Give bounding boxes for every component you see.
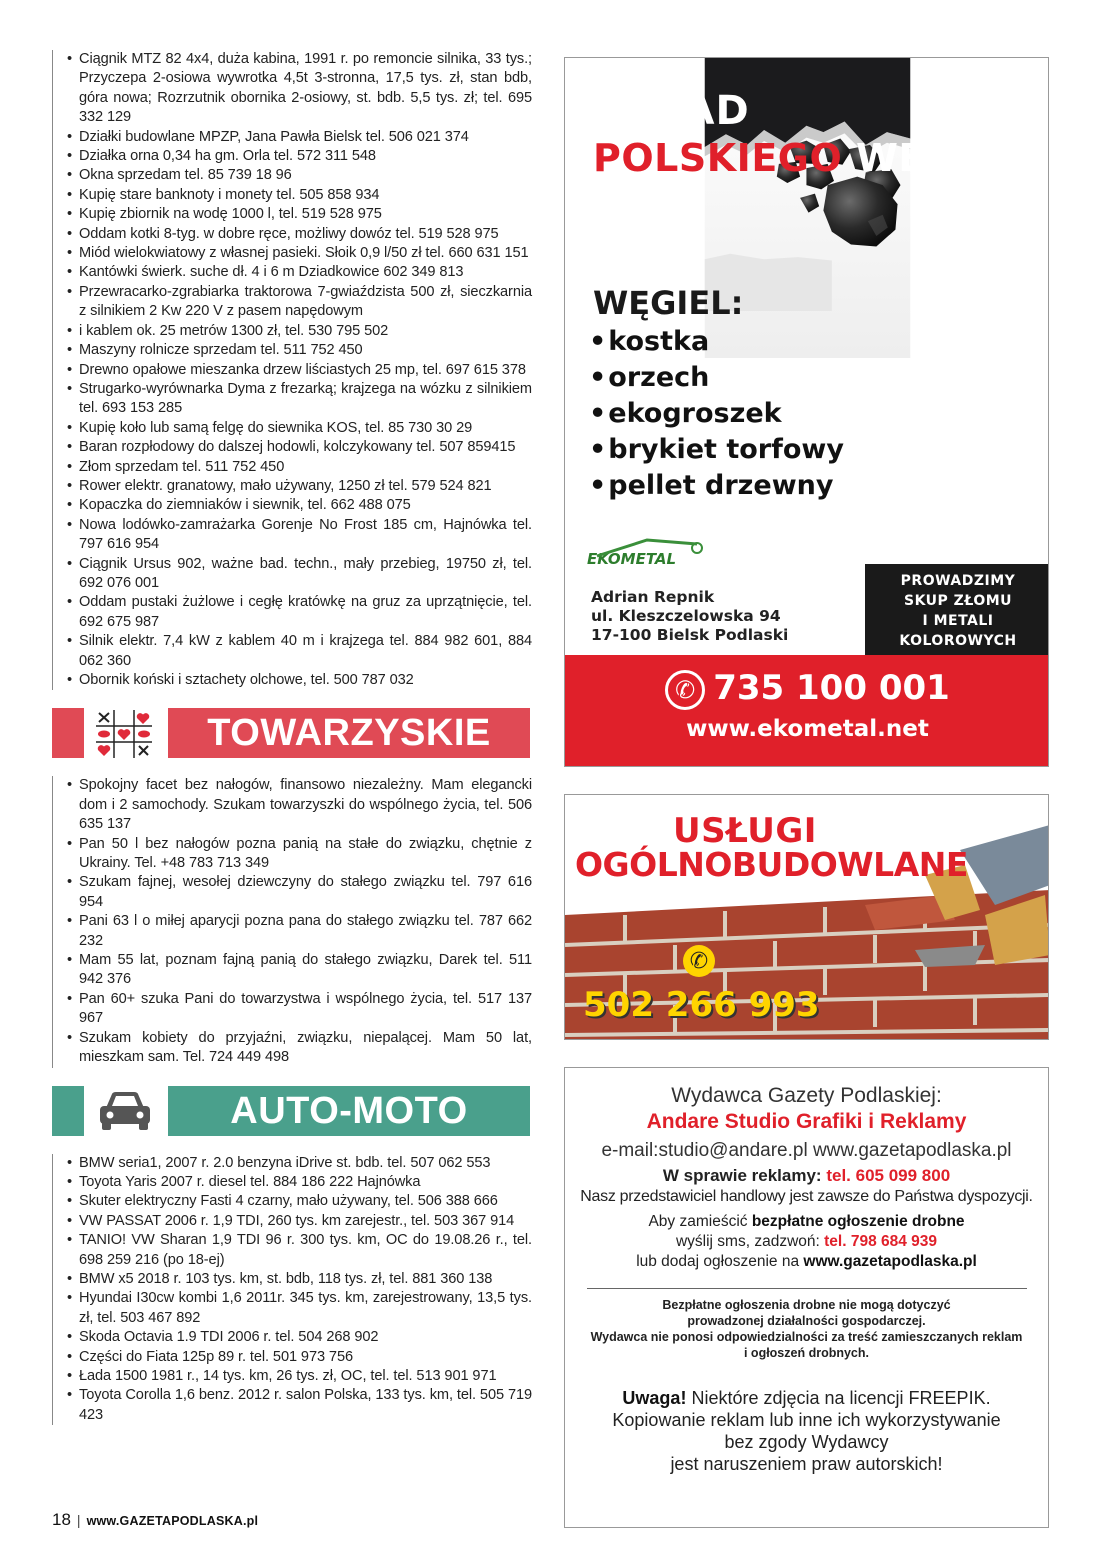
classified-ad: • Silnik elektr. 7,4 kW z kablem 40 m i krajzega tel. 884 982 601, 884 062 360 xyxy=(67,632,532,671)
classified-ad: • TANIO! VW Sharan 1,9 TDI 96 r. 300 tys. km, OC do 19.08.26 r., tel. 698 259 216 (po 18-ej) xyxy=(67,1231,532,1270)
address-line: Adrian Repnik xyxy=(591,588,715,606)
classified-ad: • BMW x5 2018 r. 103 tys. km, st. bdb, 118 tys. zł, tel. 881 360 138 xyxy=(67,1270,532,1289)
note-line: Kopiowanie reklam lub inne ich wykorzystywanie xyxy=(612,1410,1001,1430)
classified-ad: • Szukam fajnej, wesołej dziewczyny do stałego związku tel. 797 616 954 xyxy=(67,873,532,912)
coal-product-list xyxy=(589,324,844,504)
auto-ads-list xyxy=(52,1154,532,1426)
classified-ad: • BMW seria1, 2007 r. 2.0 benzyna iDrive st. bdb. tel. 507 062 553 xyxy=(67,1154,532,1173)
coal-title-line2 xyxy=(593,136,1011,180)
construction-title-line1: USŁUGI xyxy=(673,811,817,851)
coal-product-item: • orzech xyxy=(589,360,844,396)
classified-ad: • Kopaczka do ziemniaków i siewnik, tel. 662 488 075 xyxy=(67,496,532,515)
free-ad-instructions xyxy=(565,1212,1048,1272)
publisher-label: Wydawca Gazety Podlaskiej: xyxy=(671,1084,942,1107)
publisher-info-box xyxy=(564,1067,1049,1528)
classifieds-column xyxy=(52,50,532,1425)
publisher-contact: e-mail:studio@andare.pl www.gazetapodlaska.pl xyxy=(601,1140,1012,1161)
construction-title-line2: OGÓLNOBUDOWLANE xyxy=(575,845,968,884)
coal-product-item: • ekogroszek xyxy=(589,396,844,432)
disclaimer-line: i ogłoszeń drobnych. xyxy=(743,1346,869,1360)
advertising-contact xyxy=(565,1166,1048,1186)
classified-ad: • Hyundai I30cw kombi 1,6 2011r. 345 tys. km, zarejestrowany, 13,5 tys. zł, tel. 503 467 892 xyxy=(67,1289,532,1328)
classified-ad: • Kupię koło lub samą felgę do siewnika KOS, tel. 85 730 30 29 xyxy=(67,419,532,438)
section-color-bar xyxy=(52,708,84,758)
page-footer: 18 | www.GAZETAPODLASKA.pl xyxy=(52,1510,259,1529)
coal-advert xyxy=(564,57,1049,767)
classified-ad: • Baran rozpłodowy do dalszej hodowli, kolczykowany tel. 507 859415 xyxy=(67,438,532,457)
note-bold: Uwaga! xyxy=(622,1388,687,1408)
scrap-info-box xyxy=(865,564,1049,656)
disclaimer-line: prowadzonej działalności gospodarczej. xyxy=(687,1314,926,1328)
coal-title-red: POLSKIEGO xyxy=(593,136,843,180)
farm-ads-list xyxy=(52,50,532,690)
advertising-label: W sprawie reklamy: xyxy=(662,1166,822,1185)
page-number: 18 xyxy=(52,1510,71,1529)
divider xyxy=(587,1288,1027,1289)
classified-ad: • Toyota Yaris 2007 r. diesel tel. 884 186 222 Hajnówka xyxy=(67,1173,532,1192)
phone-icon: ✆ xyxy=(683,945,715,977)
advertising-phone: tel. 605 099 800 xyxy=(826,1166,951,1185)
classified-ad: • Części do Fiata 125p 89 r. tel. 501 973 756 xyxy=(67,1348,532,1367)
classified-ad: • i kablem ok. 25 metrów 1300 zł, tel. 530 795 502 xyxy=(67,322,532,341)
coal-product-item: • pellet drzewny xyxy=(589,468,844,504)
free-ad-text: lub dodaj ogłoszenie na xyxy=(636,1253,800,1270)
ekometal-logo-text: EKOMETAL xyxy=(587,550,677,568)
classified-ad: • Przewracarko-zgrabiarka traktorowa 7-gwiaździsta 500 zł, sieczkarnia z silnikiem 2 Kw 220 V z pasem napędowym xyxy=(67,283,532,322)
classified-ad: • VW PASSAT 2006 r. 1,9 TDI, 260 tys. km zarejestr., tel. 503 367 914 xyxy=(67,1212,532,1231)
company-address xyxy=(591,588,788,645)
disclaimer-line: Wydawca nie ponosi odpowiedzialności za treść zamieszczanych reklam xyxy=(590,1330,1023,1344)
classified-ad: • Działka orna 0,34 ha gm. Orla tel. 572 311 548 xyxy=(67,147,532,166)
classified-ad: • Nowa lodówko-zamrażarka Gorenje No Frost 185 cm, Hajnówka tel. 797 616 954 xyxy=(67,516,532,555)
construction-advert xyxy=(564,794,1049,1040)
free-ad-text: Aby zamieścić xyxy=(648,1213,748,1230)
note-line: jest naruszeniem praw autorskich! xyxy=(670,1454,943,1474)
phone-icon: ✆ xyxy=(665,670,705,710)
classified-ad: • Ciągnik Ursus 902, ważne bad. techn., mały przebieg, 19750 zł, tel. 692 076 001 xyxy=(67,555,532,594)
classified-ad: • Pan 50 l bez nałogów pozna panią na stałe do związku, chętnie z Ukrainy. Tel. +48 783 713 349 xyxy=(67,835,532,874)
classified-ad: • Skoda Octavia 1.9 TDI 2006 r. tel. 504 268 902 xyxy=(67,1328,532,1347)
coal-phone xyxy=(565,668,1049,710)
classified-ad: • Drewno opałowe mieszanka drzew liściastych 25 mp, tel. 697 615 378 xyxy=(67,361,532,380)
coal-product-item: • kostka xyxy=(589,324,844,360)
tic-tac-toe-hearts-icon xyxy=(88,706,162,760)
scrap-line: I METALI xyxy=(922,613,994,629)
classified-ad: • Miód wielokwiatowy z własnej pasieki. Słoik 0,9 l/50 zł tel. 660 631 151 xyxy=(67,244,532,263)
classified-ad: • Toyota Corolla 1,6 benz. 2012 r. salon Polska, 133 tys. km, tel. 505 719 423 xyxy=(67,1386,532,1425)
free-ad-phone: tel. 798 684 939 xyxy=(824,1233,938,1250)
disclaimer xyxy=(565,1297,1048,1361)
section-title: AUTO-MOTO xyxy=(168,1086,530,1136)
address-line: ul. Kleszczelowska 94 xyxy=(591,607,781,625)
coal-title-white: WĘGLA xyxy=(856,136,1012,180)
address-line: 17-100 Bielsk Podlaski xyxy=(591,626,789,644)
ekometal-logo xyxy=(587,550,676,568)
classified-ad: • Łada 1500 1981 r., 14 tys. km, 26 tys. zł, OC, tel. tel. 513 901 971 xyxy=(67,1367,532,1386)
section-header-social xyxy=(52,708,532,758)
section-title: TOWARZYSKIE xyxy=(168,708,530,758)
classified-ad: • Okna sprzedam tel. 85 739 18 96 xyxy=(67,166,532,185)
note-line: bez zgody Wydawcy xyxy=(724,1432,889,1452)
scrap-line: KOLOROWYCH xyxy=(899,633,1017,649)
classified-ad: • Oddam pustaki żużlowe i cegłę kratówkę na gruz za uprzątnięcie, tel. 692 675 987 xyxy=(67,593,532,632)
classified-ad: • Kantówki świerk. suche dł. 4 i 6 m Dziadkowice 602 349 813 xyxy=(67,263,532,282)
coal-title-line1: SKŁAD xyxy=(595,88,750,134)
classified-ad: • Strugarko-wyrównarka Dyma z frezarką; krajzega na wózku z silnikiem tel. 693 153 285 xyxy=(67,380,532,419)
coal-product-item: • brykiet torfowy xyxy=(589,432,844,468)
classified-ad: • Szukam kobiety do przyjaźni, związku, niepalącej. Mam 50 lat, mieszkam sam. Tel. 724 449 498 xyxy=(67,1029,532,1068)
sales-rep-note: Nasz przedstawiciel handlowy jest zawsze do Państwa dyspozycji. xyxy=(580,1188,1033,1205)
classified-ad: • Kupię zbiornik na wodę 1000 l, tel. 519 528 975 xyxy=(67,205,532,224)
coal-heading: WĘGIEL: xyxy=(593,284,744,322)
classified-ad: • Ciągnik MTZ 82 4x4, duża kabina, 1991 r. po remoncie silnika, 33 tys.; Przyczepa 2-osiowa wywrotka 4,5t 3-stronna, 17,5 tys. zł, stan bdb, góra nowa; Rozrzutnik obornika 2-osiowy, st. bdb. 5,5 tys. zł; tel. 695 332 129 xyxy=(67,50,532,128)
note-line: Niektóre zdjęcia na licencji FREEPIK. xyxy=(691,1388,991,1408)
publisher-name: Andare Studio Grafiki i Reklamy xyxy=(646,1110,967,1133)
copyright-note xyxy=(565,1387,1048,1475)
classified-ad: • Rower elektr. granatowy, mało używany, 1250 zł tel. 579 524 821 xyxy=(67,477,532,496)
classified-ad: • Maszyny rolnicze sprzedam tel. 511 752 450 xyxy=(67,341,532,360)
construction-phone: 502 266 993 xyxy=(583,985,820,1025)
car-icon xyxy=(88,1084,162,1138)
scrap-line: PROWADZIMY xyxy=(900,573,1016,589)
classified-ad: • Mam 55 lat, poznam fajną panią do stałego związku, Darek tel. 511 942 376 xyxy=(67,951,532,990)
coal-website: www.ekometal.net xyxy=(686,715,929,742)
free-ad-site: www.gazetapodlaska.pl xyxy=(803,1253,977,1270)
footer-website: www.GAZETAPODLASKA.pl xyxy=(86,1514,259,1528)
ads-column xyxy=(564,57,1049,1528)
coal-contact-bar xyxy=(565,655,1049,766)
classified-ad: • Działki budowlane MPZP, Jana Pawła Bielsk tel. 506 021 374 xyxy=(67,128,532,147)
section-color-bar xyxy=(52,1086,84,1136)
free-ad-bold: bezpłatne ogłoszenie drobne xyxy=(751,1213,965,1230)
classified-ad: • Złom sprzedam tel. 511 752 450 xyxy=(67,458,532,477)
classified-ad: • Spokojny facet bez nałogów, finansowo niezależny. Mam elegancki dom i 2 samochody. Szukam towarzyszki do wspólnego życia, tel. 506 635 137 xyxy=(67,776,532,834)
classified-ad: • Oddam kotki 8-tyg. w dobre ręce, możliwy dowóz tel. 519 528 975 xyxy=(67,225,532,244)
section-header-auto xyxy=(52,1086,532,1136)
classified-ad: • Pan 60+ szuka Pani do towarzystwa i wspólnego życia, tel. 517 137 967 xyxy=(67,990,532,1029)
classified-ad: • Skuter elektryczny Fasti 4 czarny, mało używany, tel. 506 388 666 xyxy=(67,1192,532,1211)
coal-phone-number: 735 100 001 xyxy=(713,668,950,708)
classified-ad: • Pani 63 l o miłej aparycji pozna pana do stałego związku tel. 787 662 232 xyxy=(67,912,532,951)
classified-ad: • Kupię stare banknoty i monety tel. 505 858 934 xyxy=(67,186,532,205)
disclaimer-line: Bezpłatne ogłoszenia drobne nie mogą dotyczyć xyxy=(662,1298,951,1312)
free-ad-text: wyślij sms, zadzwoń: xyxy=(675,1233,820,1250)
scrap-line: SKUP ZŁOMU xyxy=(903,593,1013,609)
social-ads-list xyxy=(52,776,532,1067)
classified-ad: • Obornik koński i sztachety olchowe, tel. 500 787 032 xyxy=(67,671,532,690)
